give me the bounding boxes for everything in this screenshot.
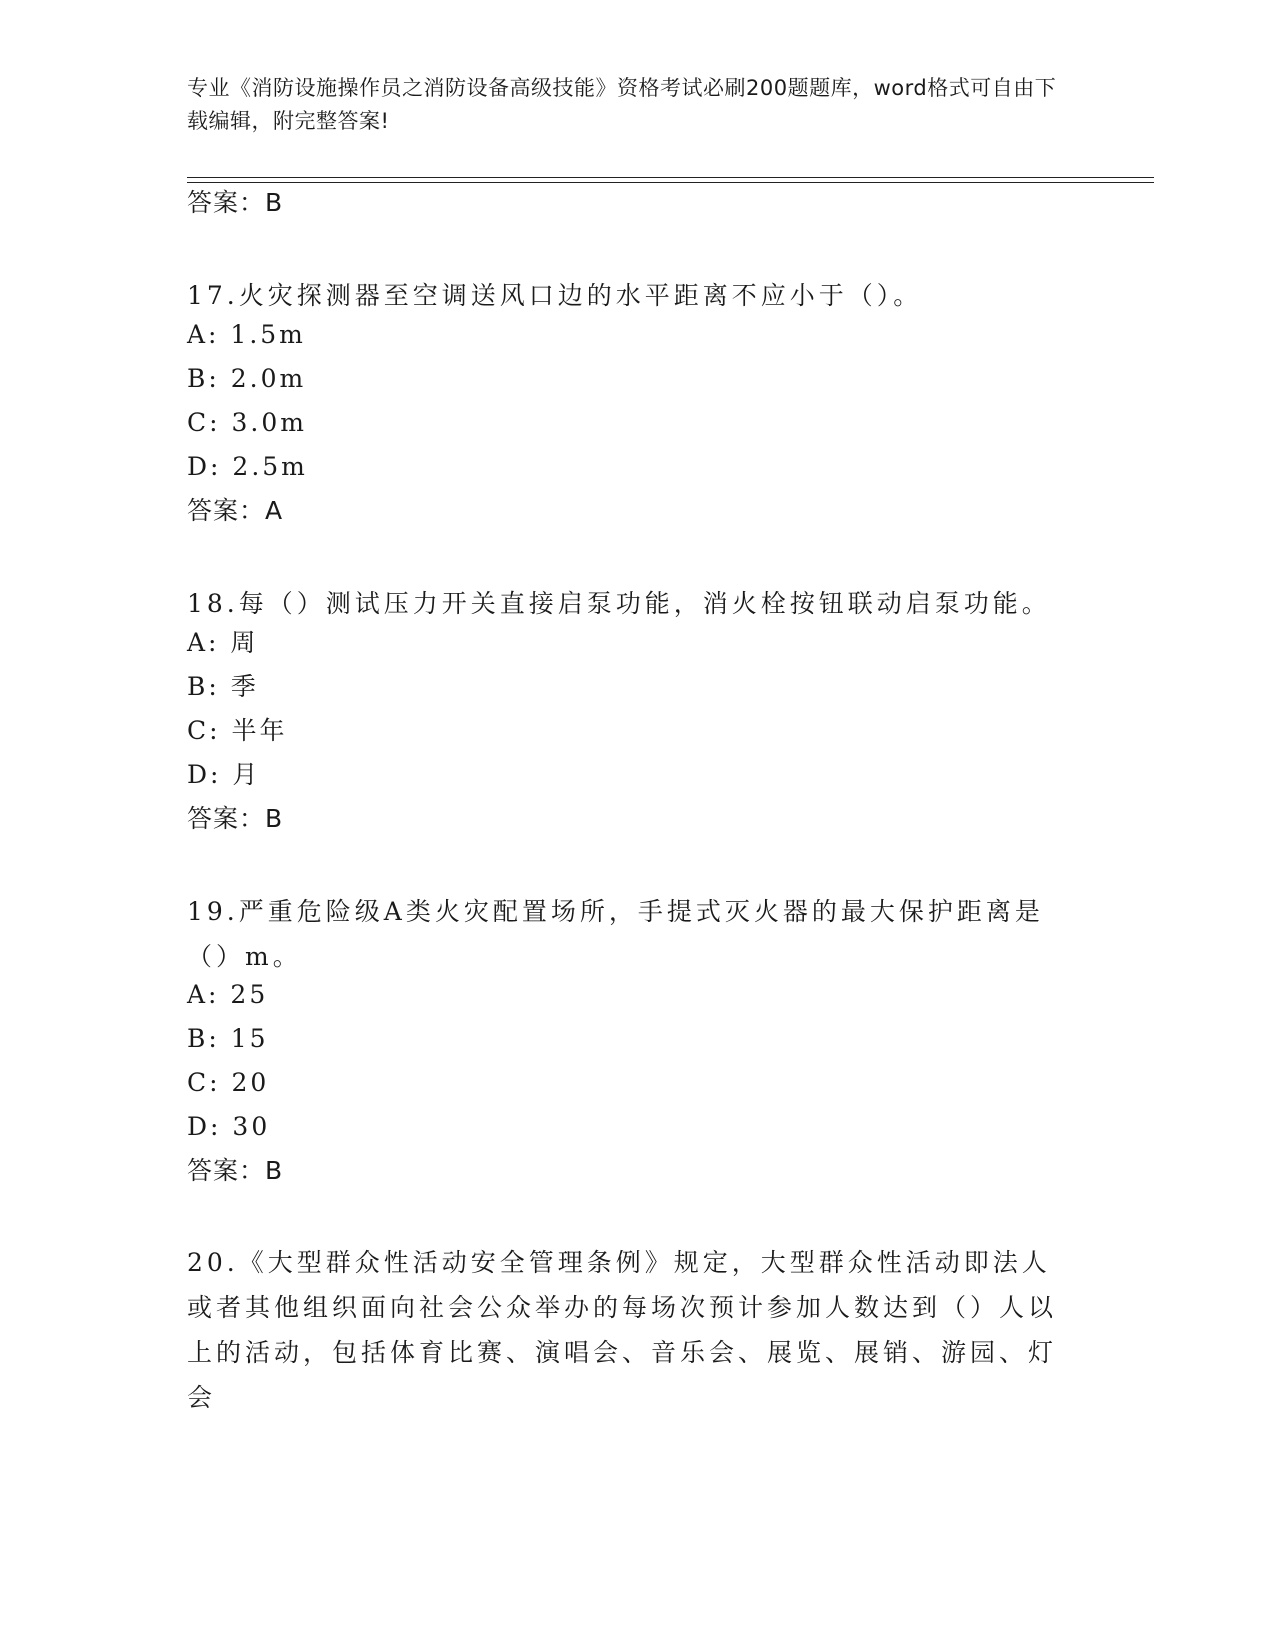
question-19-option-b: B: 15 <box>187 1024 269 1053</box>
question-18-option-a: A: 周 <box>187 628 259 657</box>
question-19-option-a: A: 25 <box>187 980 269 1009</box>
question-17-option-b: B: 2.0m <box>187 364 307 393</box>
question-19-option-d: D: 30 <box>187 1112 271 1141</box>
header-divider-top <box>187 177 1154 178</box>
answer-prev: 答案：B <box>187 188 284 217</box>
question-19-answer: 答案：B <box>187 1156 284 1185</box>
question-17-option-d: D: 2.5m <box>187 452 308 481</box>
question-18-text: 18.每（）测试压力开关直接启泵功能，消火栓按钮联动启泵功能。 <box>187 589 1051 618</box>
question-18-option-d: D: 月 <box>187 760 261 789</box>
question-17-text: 17.火灾探测器至空调送风口边的水平距离不应小于（）。 <box>187 281 923 310</box>
question-18-answer: 答案：B <box>187 804 284 833</box>
document-header: 专业《消防设施操作员之消防设备高级技能》资格考试必刷200题题库，word格式可自由下载编辑，附完整答案! <box>187 76 1057 133</box>
header-divider-bottom <box>187 182 1154 183</box>
question-18-option-b: B: 季 <box>187 672 259 701</box>
question-17-option-c: C: 3.0m <box>187 408 307 437</box>
question-18-option-c: C: 半年 <box>187 716 288 745</box>
question-19-option-c: C: 20 <box>187 1068 270 1097</box>
question-17-option-a: A: 1.5m <box>187 320 306 349</box>
question-20-text: 20.《大型群众性活动安全管理条例》规定，大型群众性活动即法人或者其他组织面向社会公众举办的每场次预计参加人数达到（）人以上的活动，包括体育比赛、演唱会、音乐会、展览、展销、游园、灯会 <box>187 1248 1058 1412</box>
question-17-answer: 答案：A <box>187 496 284 525</box>
question-19-text: 19.严重危险级A类火灾配置场所，手提式灭火器的最大保护距离是（）m。 <box>187 897 1044 971</box>
